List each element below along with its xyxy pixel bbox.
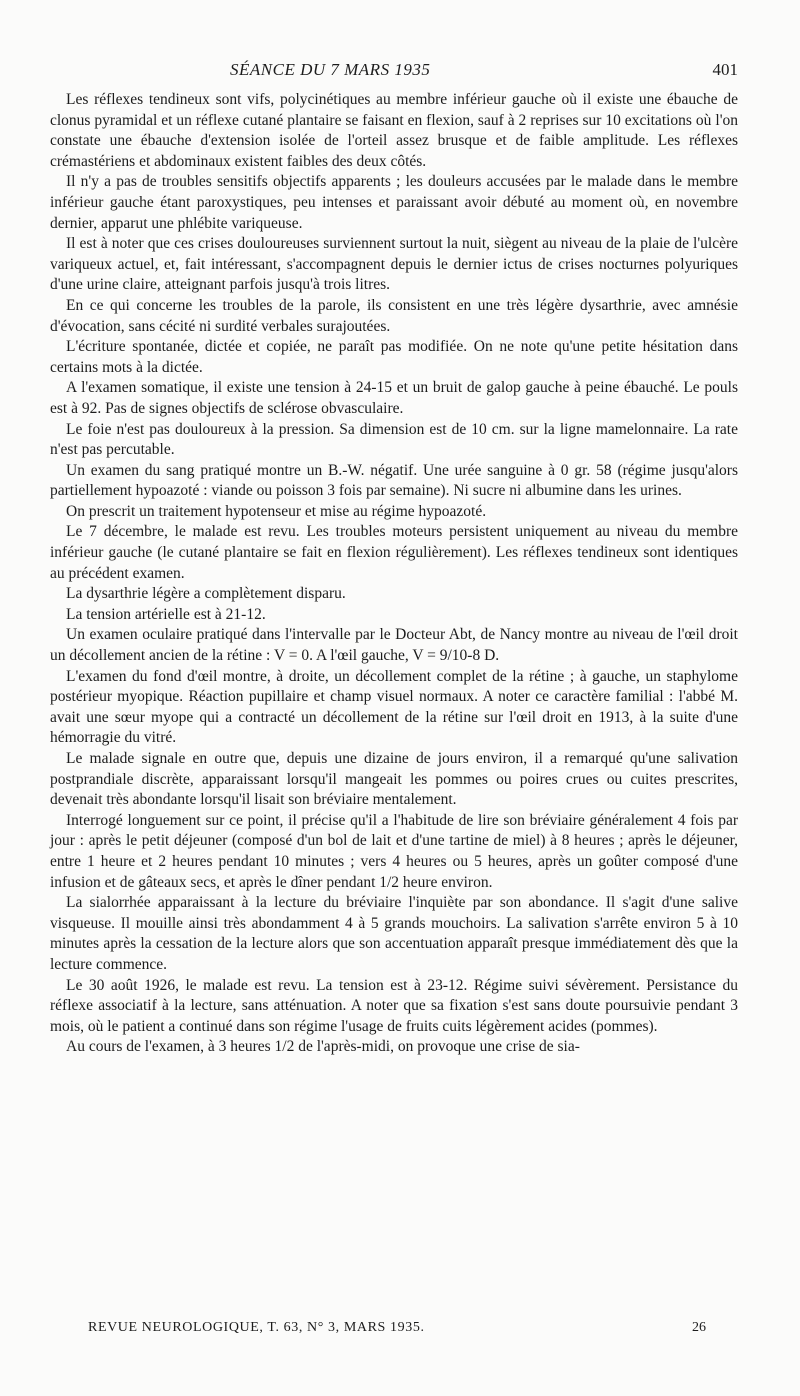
page-footer: [88, 1320, 706, 1336]
paragraph: Le 30 août 1926, le malade est revu. La tension est à 23-12. Régime suivi sévèrement. Persistance du réflexe associatif à la lecture, sans atténuation. A noter que sa fixation s'est sans doute poursuivie pendant 3 mois, où le patient a continué dans son régime l'usage de fruits cuits légèrement acides (pommes).: [50, 976, 738, 1035]
paragraph: Un examen du sang pratiqué montre un B.-W. négatif. Une urée sanguine à 0 gr. 58 (régime jusqu'alors partiellement hypoazoté : viande ou poisson 3 fois par semaine). Ni sucre ni albumine dans les urines.: [50, 461, 738, 500]
paragraph: En ce qui concerne les troubles de la parole, ils consistent en une très légère dysarthrie, avec amnésie d'évocation, sans cécité ni surdité verbales surajoutées.: [50, 296, 738, 335]
paragraph: Au cours de l'examen, à 3 heures 1/2 de l'après-midi, on provoque une crise de sia-: [66, 1038, 580, 1056]
paragraph: La sialorrhée apparaissant à la lecture du bréviaire l'inquiète par son abondance. Il s'agit d'une salive visqueuse. Il mouille ainsi très abondamment 4 à 5 grands mouchoirs. La salivation s'arrête environ 5 à 10 minutes après la cessation de la lecture alors que son accentuation apparaît presque immédiatement dès que la lecture commence.: [50, 894, 738, 973]
paragraph: Le foie n'est pas douloureux à la pression. Sa dimension est de 10 cm. sur la ligne mamelonnaire. La rate n'est pas percutable.: [50, 420, 738, 459]
paragraph: Le malade signale en outre que, depuis une dizaine de jours environ, il a remarqué qu'une salivation postprandiale discrète, apparaissant lorsqu'il mangeait les pommes ou poires crues ou cuites prescrites, devenait très abondante lorsqu'il lisait son bréviaire mentalement.: [50, 750, 738, 809]
paragraph: L'écriture spontanée, dictée et copiée, ne paraît pas modifiée. On ne note qu'une petite hésitation dans certains mots à la dictée.: [50, 338, 738, 376]
paragraph: Interrogé longuement sur ce point, il précise qu'il a l'habitude de lire son bréviaire généralement 4 fois par jour : après le petit déjeuner (composé d'un bol de lait et d'une tartine de miel) à 8 heures ; après le déjeuner, entre 1 heure et 2 heures pendant 10 minutes ; vers 4 heures ou 5 heures, après un goûter composé d'une infusion et de gâteaux secs, et après le dîner pendant 1/2 heure environ.: [50, 811, 738, 891]
paragraph: Les réflexes tendineux sont vifs, polycinétiques au membre inférieur gauche où il existe une ébauche de clonus pyramidal et un réflexe cutané plantaire se faisant en flexion, sauf à 2 reprises sur 10 excitations où l'on constate une ébauche d'extension isolée de l'orteil assez brusque et de faible amplitude. Les réflexes crémastériens et abdominaux existent faibles des deux côtés.: [50, 91, 738, 170]
journal-reference: REVUE NEUROLOGIQUE, T. 63, N° 3, MARS 1935.: [88, 1320, 425, 1335]
signature-mark: 26: [692, 1320, 706, 1335]
running-header: [50, 60, 738, 90]
paragraph: Le 7 décembre, le malade est revu. Les troubles moteurs persistent uniquement au niveau du membre inférieur gauche (le cutané plantaire se fait en flexion régulièrement). Les réflexes tendineux sont identiques au précédent examen.: [50, 523, 738, 582]
paragraph: La dysarthrie légère a complètement disparu.: [66, 585, 346, 603]
running-title: SÉANCE DU 7 MARS 1935: [230, 60, 431, 79]
page-number: 401: [712, 60, 738, 79]
article-body: [50, 90, 738, 1058]
paragraph: A l'examen somatique, il existe une tension à 24-15 et un bruit de galop gauche à peine ébauché. Le pouls est à 92. Pas de signes objectifs de sclérose obvasculaire.: [50, 379, 738, 417]
paragraph: L'examen du fond d'œil montre, à droite, un décollement complet de la rétine ; à gauche, un staphylome postérieur myopique. Réaction pupillaire et champ visuel normaux. A noter ce caractère familial : l'abbé M. avait une sœur myope qui a contracté un décollement de la rétine sur l'œil droit en 1913, à la suite d'une hémorragie du vitré.: [50, 667, 738, 747]
paragraph: Il est à noter que ces crises douloureuses surviennent surtout la nuit, siègent au niveau de la plaie de l'ulcère variqueux actuel, et, fait intéressant, s'accompagnent depuis le dernier ictus de crises nocturnes polyuriques d'une urine claire, atteignant parfois jusqu'à trois litres.: [50, 235, 738, 294]
paragraph: On prescrit un traitement hypotenseur et mise au régime hypoazoté.: [66, 502, 487, 520]
paragraph: La tension artérielle est à 21-12.: [66, 605, 266, 623]
paragraph: Il n'y a pas de troubles sensitifs objectifs apparents ; les douleurs accusées par le malade dans le membre inférieur gauche étant paroxystiques, peu intenses et paraissant avoir débuté au moment où, en novembre dernier, apparut une phlébite variqueuse.: [50, 173, 738, 232]
paragraph: Un examen oculaire pratiqué dans l'intervalle par le Docteur Abt, de Nancy montre au niveau de l'œil droit un décollement ancien de la rétine : V = 0. A l'œil gauche, V = 9/10-8 D.: [50, 626, 738, 665]
